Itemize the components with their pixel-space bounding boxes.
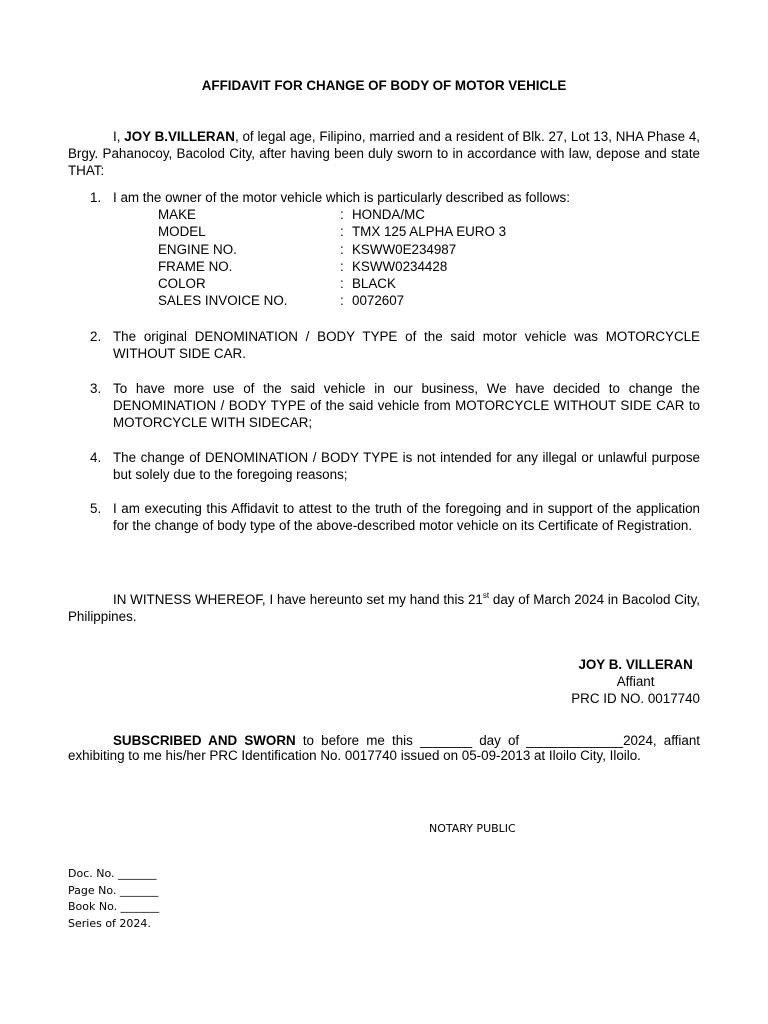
vehicle-value: TMX 125 ALPHA EURO 3 bbox=[352, 224, 507, 240]
notary-public-label: NOTARY PUBLIC bbox=[429, 822, 516, 835]
witness-text: IN WITNESS WHEREOF, I have hereunto set my hand this 21 bbox=[113, 592, 483, 607]
document-title: AFFIDAVIT FOR CHANGE OF BODY OF MOTOR VEHICLE bbox=[201, 78, 567, 93]
list-number: 5. bbox=[90, 501, 102, 516]
colon: : bbox=[340, 224, 344, 240]
list-item bbox=[90, 380, 700, 431]
affiant-name-text: JOY B. VILLERAN bbox=[578, 657, 693, 672]
list-text: The original DENOMINATION / BODY TYPE of the said motor vehicle was MOTORCYCLE WITHOUT SIDE CAR. bbox=[113, 329, 700, 361]
list-item bbox=[90, 189, 700, 206]
vehicle-label: MAKE bbox=[158, 207, 196, 222]
signature-block bbox=[400, 656, 700, 707]
vehicle-row-frame bbox=[158, 258, 578, 275]
affiant-name bbox=[571, 656, 700, 673]
colon: : bbox=[340, 276, 344, 292]
vehicle-details bbox=[158, 206, 578, 310]
list-item bbox=[90, 500, 700, 534]
vehicle-row-engine bbox=[158, 241, 578, 258]
vehicle-value: HONDA/MC bbox=[352, 207, 425, 222]
vehicle-value: 0072607 bbox=[352, 293, 405, 309]
list-number: 1. bbox=[90, 190, 102, 205]
ordinal-suffix: st bbox=[482, 591, 490, 600]
book-no: Book No. _______ bbox=[68, 900, 160, 913]
affiant-role: Affiant bbox=[616, 674, 655, 689]
jurat-paragraph bbox=[68, 733, 700, 763]
intro-text: , of legal age, Filipino, married and a resident of Blk. 27, Lot 13, NHA Phase 4, Brgy. Pahanocoy, Bacolod City, after having been duly sworn to in accordance with law, depose and state THAT: bbox=[68, 129, 700, 178]
list-text: I am the owner of the motor vehicle which is particularly described as follows: bbox=[113, 190, 570, 205]
colon: : bbox=[340, 293, 344, 309]
colon: : bbox=[340, 207, 344, 222]
list-text: The change of DENOMINATION / BODY TYPE is not intended for any illegal or unlawful purpose but solely due to the foregoing reasons; bbox=[113, 450, 700, 482]
vehicle-row-model bbox=[158, 223, 578, 240]
vehicle-row-color bbox=[158, 275, 578, 292]
witness-text-end: day of March 2024 in Bacolod City, Philippines. bbox=[68, 592, 700, 624]
vehicle-label: COLOR bbox=[158, 276, 206, 292]
vehicle-label: ENGINE NO. bbox=[158, 241, 237, 257]
doc-references bbox=[68, 866, 159, 932]
series: Series of 2024. bbox=[68, 916, 151, 930]
vehicle-row-make bbox=[158, 206, 578, 223]
vehicle-row-invoice bbox=[158, 292, 578, 309]
affiant-prc-id: PRC ID NO. 0017740 bbox=[571, 691, 700, 706]
list-number: 2. bbox=[90, 329, 102, 344]
jurat-bold: SUBSCRIBED AND SWORN bbox=[113, 733, 296, 748]
colon: : bbox=[340, 258, 344, 274]
vehicle-label: FRAME NO. bbox=[158, 258, 233, 274]
vehicle-label: SALES INVOICE NO. bbox=[158, 293, 288, 309]
doc-no: Doc. No. _______ bbox=[68, 867, 157, 880]
page-no: Page No. _______ bbox=[68, 883, 159, 897]
vehicle-value: KSWW0234428 bbox=[352, 258, 448, 274]
list-text: To have more use of the said vehicle in our business, We have decided to change the DENOMINATION / BODY TYPE of the said vehicle from MOTORCYCLE WITHOUT SIDE CAR to MOTORCYCLE WITH SIDECAR; bbox=[113, 381, 700, 430]
list-number: 3. bbox=[90, 381, 102, 396]
colon: : bbox=[340, 241, 344, 257]
list-number: 4. bbox=[90, 450, 102, 465]
affiant-name-inline: JOY B.VILLERAN bbox=[124, 129, 235, 144]
vehicle-value: KSWW0E234987 bbox=[352, 241, 457, 257]
intro-lead: I, bbox=[113, 129, 125, 144]
jurat-text: to before me this _______ day of _____________2024, affiant exhibiting to me his/her PRC Identification No. 0017740 issued on 05-09-2013 at Iloilo City, Iloilo. bbox=[68, 733, 700, 763]
list-text: I am executing this Affidavit to attest to the truth of the foregoing and in support of the application for the change of body type of the above-described motor vehicle on its Certificate of Registration. bbox=[113, 501, 700, 533]
intro-paragraph bbox=[68, 128, 700, 179]
vehicle-label: MODEL bbox=[158, 224, 206, 240]
witness-paragraph bbox=[68, 587, 700, 625]
list-item bbox=[90, 328, 700, 362]
signature-center bbox=[571, 656, 700, 707]
vehicle-value: BLACK bbox=[352, 276, 396, 292]
list-item bbox=[90, 449, 700, 483]
